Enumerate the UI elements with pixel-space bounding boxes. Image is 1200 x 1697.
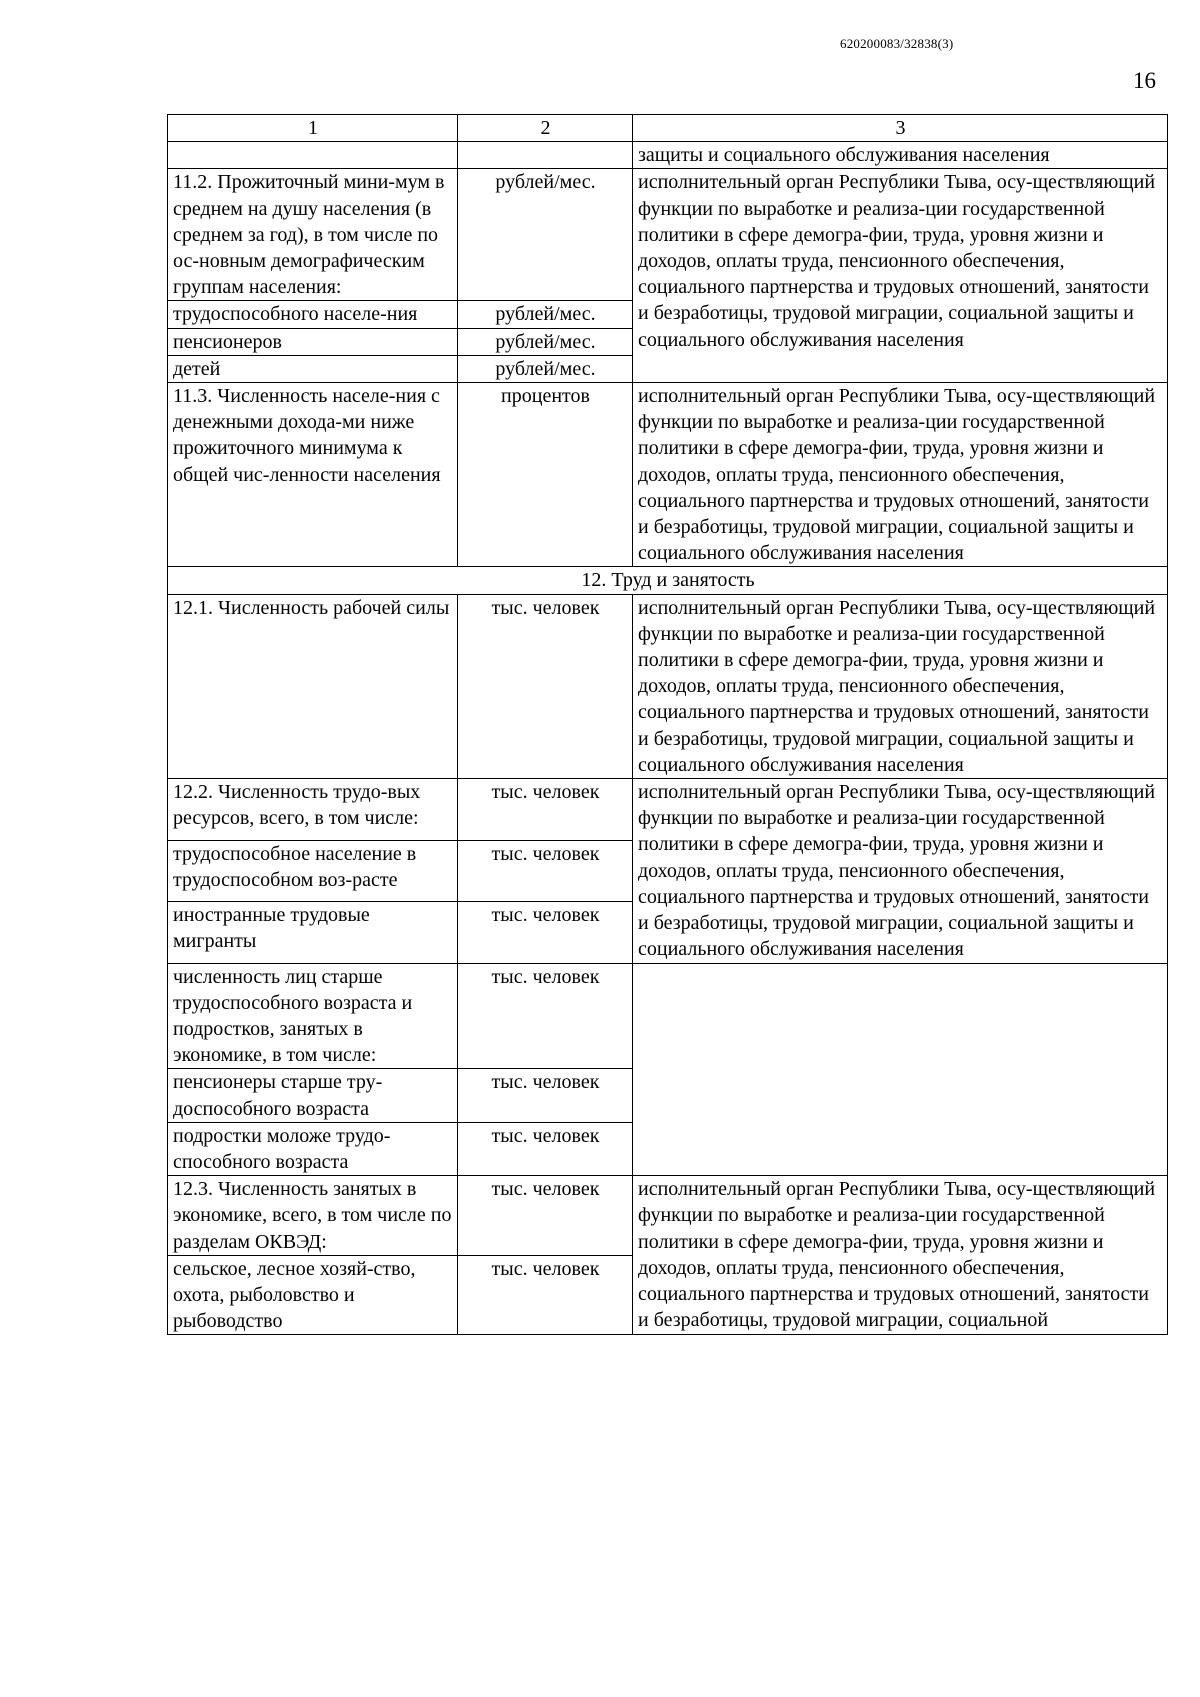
indicator-unit: тыс. человек [458,963,633,1069]
indicator-label: иностранные трудовые мигранты [168,902,458,963]
indicator-label: 11.3. Численность населе-ния с денежными дохода-ми ниже прожиточного минимума к общей чис-ленности населения [168,383,458,567]
indicator-unit: тыс. человек [458,840,633,901]
document-code: 620200083/32838(3) [840,36,954,51]
table-row [168,779,1168,840]
indicator-label: сельское, лесное хозяй-ство, охота, рыболовство и рыбоводство [168,1255,458,1335]
table-row [168,169,1168,301]
responsible-agency: исполнительный орган Республики Тыва, осу-ществляющий функции по выработке и реализа-ции государственной политики в сфере демогра-фии, труда, уровня жизни и доходов, оплаты труда, пенсионного обеспечения, социального партнерства и трудовых отношений, занятости и безработицы, трудовой миграции, социальной защиты и социального обслуживания населения [633,779,1168,963]
indicator-label: 11.2. Прожиточный мини-мум в среднем на душу населения (в среднем за год), в том числе по ос-новным демографическим группам населения: [168,169,458,301]
table-cell-empty [168,142,458,169]
responsible-agency: исполнительный орган Республики Тыва, осу-ществляющий функции по выработке и реализа-ции государственной политики в сфере демогра-фии, труда, уровня жизни и доходов, оплаты труда, пенсионного обеспечения, социального партнерства и трудовых отношений, занятости и безработицы, трудовой миграции, социальной [633,1176,1168,1335]
responsible-agency: исполнительный орган Республики Тыва, осу-ществляющий функции по выработке и реализа-ции государственной политики в сфере демогра-фии, труда, уровня жизни и доходов, оплаты труда, пенсионного обеспечения, социального партнерства и трудовых отношений, занятости и безработицы, трудовой миграции, социальной защиты и социального обслуживания населения [633,383,1168,567]
indicator-label: детей [168,355,458,382]
responsible-agency: исполнительный орган Республики Тыва, осу-ществляющий функции по выработке и реализа-ции государственной политики в сфере демогра-фии, труда, уровня жизни и доходов, оплаты труда, пенсионного обеспечения, социального партнерства и трудовых отношений, занятости и безработицы, трудовой миграции, социальной защиты и социального обслуживания населения [633,594,1168,778]
indicator-label: подростки моложе трудо-способного возраста [168,1122,458,1175]
indicator-unit: рублей/мес. [458,169,633,301]
indicator-unit: рублей/мес. [458,355,633,382]
table-row [168,594,1168,778]
page-number: 16 [1133,68,1156,93]
table-row [168,1176,1168,1256]
indicator-label: пенсионеров [168,328,458,355]
table-cell-empty [633,963,1168,1176]
indicator-unit: тыс. человек [458,1176,633,1256]
indicator-label: трудоспособное население в трудоспособном воз-расте [168,840,458,901]
indicator-unit: тыс. человек [458,779,633,840]
indicator-unit: тыс. человек [458,1255,633,1335]
indicators-table [167,114,1168,1335]
indicator-unit: рублей/мес. [458,301,633,328]
indicator-label: 12.1. Численность рабочей силы [168,594,458,778]
indicator-unit: тыс. человек [458,594,633,778]
responsible-agency: исполнительный орган Республики Тыва, осу-ществляющий функции по выработке и реализа-ции государственной политики в сфере демогра-фии, труда, уровня жизни и доходов, оплаты труда, пенсионного обеспечения, социального партнерства и трудовых отношений, занятости и безработицы, трудовой миграции, социальной защиты и социального обслуживания населения [633,169,1168,383]
indicator-label: пенсионеры старше тру-доспособного возраста [168,1069,458,1122]
table-row [168,963,1168,1069]
indicator-label: трудоспособного населе-ния [168,301,458,328]
column-number-1: 1 [168,115,458,142]
column-number-row [168,115,1168,142]
indicator-unit: тыс. человек [458,1069,633,1122]
indicator-unit: процентов [458,383,633,567]
indicator-unit: тыс. человек [458,902,633,963]
indicator-label: численность лиц старше трудоспособного возраста и подростков, занятых в экономике, в том числе: [168,963,458,1069]
indicator-label: 12.3. Численность занятых в экономике, всего, в том числе по разделам ОКВЭД: [168,1176,458,1256]
indicator-unit: рублей/мес. [458,328,633,355]
indicator-unit: тыс. человек [458,1122,633,1175]
continuation-row [168,142,1168,169]
section-heading: 12. Труд и занятость [168,567,1168,594]
table-cell-empty [458,142,633,169]
indicator-label: 12.2. Численность трудо-вых ресурсов, всего, в том числе: [168,779,458,840]
column-number-3: 3 [633,115,1168,142]
column-number-2: 2 [458,115,633,142]
responsible-agency-continuation: защиты и социального обслуживания населения [633,142,1168,169]
table-row [168,383,1168,567]
section-heading-row [168,567,1168,594]
